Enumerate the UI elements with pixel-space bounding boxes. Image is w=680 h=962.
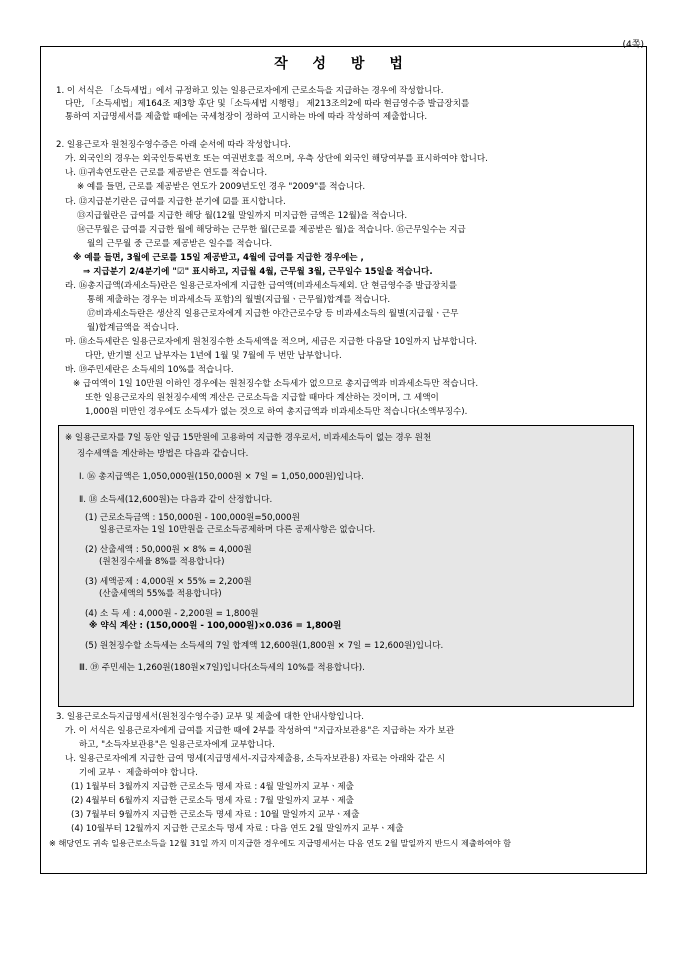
text-line: ※ 예를 들면, 근로를 제공받은 연도가 2009년도인 경우 "2009"를 적습니다.: [77, 182, 366, 192]
text-line: 기에 교부ㆍ 제출하여야 합니다.: [79, 768, 198, 778]
text-line: 2. 일용근로자 원천징수영수증은 아래 순서에 따라 작성합니다.: [56, 140, 291, 150]
text-line: 통하여 지급명세서를 제출할 때에는 국세청장이 정하여 고시하는 바에 따라 작성하여 제출합니다.: [65, 112, 428, 122]
text-line: 월)합계금액을 적습니다.: [87, 323, 179, 333]
text-line: 나. ⑪귀속연도란은 근로를 제공받은 연도를 적습니다.: [65, 168, 268, 178]
text-line: 다만, 「소득세법」제164조 제3항 후단 및「소득세법 시행령」 제213조의2에 따라 현금영수증 발급장치를: [65, 99, 470, 109]
text-line: (2) 4월부터 6월까지 지급한 근로소득 명세 자료 : 7월 말일까지 교부ㆍ제출: [71, 796, 354, 806]
text-line: ※ 급여액이 1일 10만원 이하인 경우에는 원천징수할 소득세가 없으므로 총지급액과 비과세소득만 적습니다.: [73, 379, 479, 389]
text-line: 월의 근무월 중 근로를 제공받은 일수를 적습니다.: [87, 239, 273, 249]
box-line: (4) 소 득 세 : 4,000원 - 2,200원 = 1,800원: [85, 609, 259, 619]
text-line: 또한 일용근로자의 원천징수세액 계산은 근로소득을 지급할 때마다 계산하는 것이며, 그 세액이: [85, 393, 439, 403]
box-line: 일용근로자는 1일 10만원을 근로소득공제하며 다른 공제사항은 없습니다.: [99, 525, 376, 535]
text-line: ※ 해당연도 귀속 일용근로소득을 12월 31일 까지 미지급한 경우에도 지급명세서는 다음 연도 2월 말일까지 반드시 제출하여야 함: [49, 838, 512, 848]
text-line: (1) 1월부터 3월까지 지급한 근로소득 명세 자료 : 4월 말일까지 교부ㆍ제출: [71, 782, 354, 792]
page-number: (4쪽): [622, 40, 644, 50]
text-line: 통해 제출하는 경우는 비과세소득 포함)의 월별(지급월ㆍ근무월)합계를 적습니다.: [87, 295, 391, 305]
box-line: Ⅱ. ⑱ 소득세(12,600원)는 다음과 같이 산정합니다.: [79, 495, 273, 505]
text-line: 바. ⑲주민세란은 소득세의 10%를 적습니다.: [65, 365, 234, 375]
text-line: 가. 외국인의 경우는 외국인등록번호 또는 여권번호를 적으며, 우측 상단에 외국인 해당여부를 표시하여야 합니다.: [65, 154, 488, 164]
text-line: 하고, "소득자보관용"은 일용근로자에게 교부합니다.: [79, 740, 275, 750]
text-line: 다만, 반기별 신고 납부자는 1년에 1월 및 7월에 두 번만 납부합니다.: [85, 351, 342, 361]
text-line: ⑬지급월란은 급여를 지급한 해당 월(12월 말일까지 미지급한 금액은 12월)을 적습니다.: [77, 211, 408, 221]
box-line: Ⅲ. ⑲ 주민세는 1,260원(180원×7일)입니다(소득세의 10%를 적용합니다).: [79, 663, 365, 673]
text-line: ⑭근무월은 급여를 지급한 월에 해당하는 근무한 월(근로를 제공받은 월)을 적습니다. ⑮근무일수는 지급: [77, 225, 466, 235]
text-line: 1. 이 서식은 「소득세법」에서 규정하고 있는 일용근로자에게 근로소득을 지급하는 경우에 작성합니다.: [56, 86, 444, 96]
text-line: (4) 10월부터 12월까지 지급한 근로소득 명세 자료 : 다음 연도 2월 말일까지 교부ㆍ제출: [71, 824, 404, 834]
box-line: (원천징수세율 8%를 적용합니다): [99, 557, 225, 567]
text-line: ⇒ 지급분기 2/4분기에 "☑" 표시하고, 지급월 4월, 근무월 3월, 근무일수 15일을 적습니다.: [83, 267, 433, 277]
instructions-frame: [40, 46, 647, 874]
box-line: (2) 산출세액 : 50,000원 × 8% = 4,000원: [85, 545, 252, 555]
box-line: (5) 원천징수할 소득세는 소득세의 7일 합계액 12,600원(1,800원 × 7일 = 12,600원)입니다.: [85, 641, 444, 651]
text-line: ※ 예를 들면, 3월에 근로를 15일 제공받고, 4월에 급여를 지급한 경우에는 ,: [73, 253, 364, 263]
box-line: (1) 근로소득금액 : 150,000원 - 100,000원=50,000원: [85, 513, 300, 523]
page-title: 작 성 방 법: [274, 56, 413, 72]
box-line: ※ 약식 계산 : (150,000원 - 100,000원)×0.036 = 1,800원: [89, 621, 342, 631]
text-line: (3) 7월부터 9월까지 지급한 근로소득 명세 자료 : 10월 말일까지 교부ㆍ제출: [71, 810, 360, 820]
text-line: ⑰비과세소득란은 생산직 일용근로자에게 지급한 야간근로수당 등 비과세소득의 월별(지급월ㆍ근무: [87, 309, 459, 319]
text-line: 1,000원 미만인 경우에도 소득세가 없는 것으로 하여 총지급액과 비과세소득만 적습니다(소액부징수).: [85, 407, 468, 417]
text-line: 가. 이 서식은 일용근로자에게 급여를 지급한 때에 2부를 작성하여 "지급자보관용"은 지급하는 자가 보관: [65, 726, 455, 736]
box-line: ※ 일용근로자를 7일 동안 일급 15만원에 고용하여 지급한 경우로서, 비과세소득이 없는 경우 원천: [65, 433, 432, 443]
text-line: 다. ⑫지급분기란은 급여를 지급한 분기에 ☑를 표시합니다.: [65, 197, 286, 207]
text-line: 나. 일용근로자에게 지급한 급여 명세(지급명세서-지급자제출용, 소득자보관용) 자료는 아래와 같은 시: [65, 754, 446, 764]
example-box: [58, 425, 634, 707]
box-line: 징수세액을 계산하는 방법은 다음과 같습니다.: [77, 449, 249, 459]
box-line: (3) 세액공제 : 4,000원 × 55% = 2,200원: [85, 577, 252, 587]
box-line: (산출세액의 55%를 적용합니다): [99, 589, 222, 599]
box-line: Ⅰ. ⑯ 총지급액은 1,050,000원(150,000원 × 7일 = 1,050,000원)입니다.: [79, 472, 364, 482]
text-line: 3. 일용근로소득지급명세서(원천징수영수증) 교부 및 제출에 대한 안내사항입니다.: [56, 712, 364, 722]
text-line: 라. ⑯총지급액(과세소득)란은 일용근로자에게 지급한 급여액(비과세소득제외. 단 현금영수증 발급장치를: [65, 281, 457, 291]
text-line: 마. ⑱소득세란은 일용근로자에게 원천징수한 소득세액을 적으며, 세금은 지급한 다음달 10일까지 납부합니다.: [65, 337, 478, 347]
